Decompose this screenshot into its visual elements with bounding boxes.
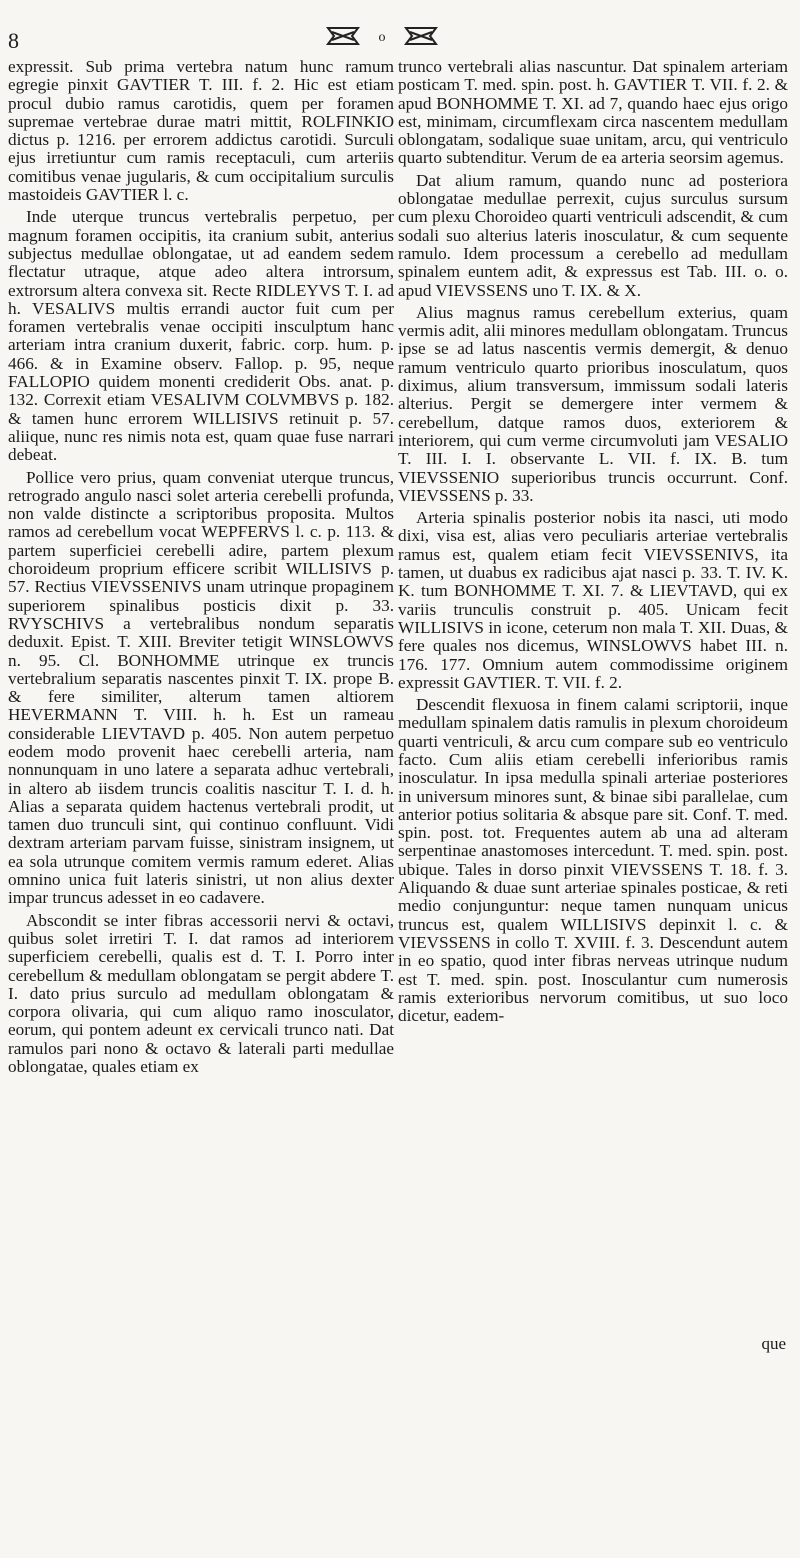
paragraph: Alius magnus ramus cerebellum exterius, quam vermis adit, alii minores medullam oblongatam. Truncus ipse se ad latus nascentis vermis demergit, & denuo ramum ventriculo quarto prioribus inosculatum, quos diximus, alium transversum, immissum sodali lateris alterius. Pergit se demergere inter vermem & cerebellum, datque ramos duos, exteriorem & interiorem, qui cum verme circumvoluti jam VESALIO T. III. I. I. observante L. VII. f. IX. B. tum VIEVSSENIO superioribus truncis occurrunt. Conf. VIEVSSENS p. 33. [398, 302, 788, 505]
ornament-center-glyph: o [378, 30, 386, 45]
paragraph: Abscondit se inter fibras accessorii nervi & octavi, quibus solet irretiri T. I. dat ramos ad interiorem superficiem cerebelli, qualis est d. T. I. Porro inter cerebellum & medullam oblongatam se pergit abdere T. I. dato prius surculo ad medullam oblongatam & corpora olivaria, qui cum aliquo ramo inosculator, eorum, qui pontem adeunt ex cervicali trunco nati. Dat ramulos pari nono & octavo & laterali parti medullae oblongatae, quales etiam ex [8, 910, 394, 1077]
paragraph: Inde uterque truncus vertebralis perpetuo, per magnum foramen occipitis, ita cranium subit, anterius subjectus medullae oblongatae, ut ad eandem sedem flectatur utraque, atque adeo altera introrsum, extrorsum altera convexa sit. Recte RIDLEYVS T. I. ad h. VESALIVS multis errandi auctor fuit cum per foramen vertebralis venae occipiti insculptum hanc arteriam intra cranium duxerit, fabric. corp. hum. p. 466. & in Examine observ. Fallop. p. 95, neque FALLOPIO quidem monenti crediderit Obs. anat. p. 132. Correxit etiam VESALIVM COLVMBVS p. 182. & tamen hunc errorem WILLISIVS retinuit p. 57. aliique, nunc res nimis nota est, quam quae fuse narrari debeat. [8, 207, 394, 465]
paragraph: Dat alium ramum, quando nunc ad posteriora oblongatae medullae perrexit, cujus surculus sursum cum plexu Choroideo quarti ventriculi adscendit, & cum sodali suo alterius lateris inosculatur, & cum sequente ramulo. Idem processum a cerebello ad medullam spinalem euntem adit, & expressus est Tab. III. o. o. apud VIEVSSENS uno T. IX. & X. [398, 170, 788, 300]
paragraph: Descendit flexuosa in finem calami scriptorii, inque medullam spinalem datis ramulis in plexum choroideum quarti ventriculi, & arcu cum compare sub eo ventriculo facto. Cum aliis etiam cerebelli inferioribus ramis inosculatur. In ipsa medulla spinali arteriae posteriores in universum minores sunt, & binae sibi parallelae, cum anterior potius solitaria & absque pare sit. Conf. T. med. spin. post. tot. Frequentes autem ab una ad alteram serpentinae anastomoses intercedunt. T. med. spin. post. ubique. Tales in dorso pinxit VIEVSSENS T. 18. f. 3. Aliquando & duae sunt arteriae spinales posticae, & reti medio conjunguntur: neque tamen nunquam unicus truncus est, qualem WILLISIVS depinxit l. c. & VIEVSSENS in collo T. XVIII. f. 3. Descendunt autem in eo spatio, quod inter fibras nerveas utrinque nudum est T. med. spin. post. Inosculantur cum numerosis ramis exterioribus nervorum comitibus, ut suo loco dicetur, eadem- [398, 695, 788, 1026]
right-column [398, 58, 788, 1029]
page-header [0, 16, 800, 52]
paragraph: trunco vertebrali alias nascuntur. Dat spinalem arteriam posticam T. med. spin. post. h. GAVTIER T. VII. f. 2. & apud BONHOMME T. XI. ad 7, quando haec ejus origo est, minimam, circumflexam circa nascentem medullam oblongatam, sodalique suae unitam, arcu, qui ventriculo quarto subtenditur. Verum de ea arteria seorsim agemus. [398, 57, 788, 168]
left-column [8, 58, 394, 1080]
paragraph: Arteria spinalis posterior nobis ita nasci, uti modo dixi, visa est, alias vero peculiaris arteriae vertebralis ramus est, qualem etiam fecit VIEVSSENIVS, ita tamen, ut duabus ex radicibus ajat nasci p. 33. T. IV. K. K. tum BONHOMME T. XI. 7. & LIEVTAVD, qui ex variis trunculis construit p. 405. Unicam fecit WILLISIVS in icone, ceterum non mala T. XII. Duas, & fere quales nos dicemus, WINSLOWVS habet III. n. 176. 177. Omnium autem commodissime originem expressit GAVTIER. T. VII. f. 2. [398, 508, 788, 692]
paragraph: expressit. Sub prima vertebra natum hunc ramum egregie pinxit GAVTIER T. III. f. 2. Hic est etiam procul dubio ramus carotidis, quem per foramen supremae vertebrae durae matri mittit, ROLFINKIO dictus p. 1216. per errorem addictus carotidi. Surculi ejus irretiuntur cum ramis receptaculi, cum arteriis comitibus venae jugularis, & cum occipitalium surculis mastoideis GAVTIER l. c. [8, 57, 394, 205]
page-number: 8 [8, 28, 19, 53]
headpiece-ornament [322, 22, 442, 50]
catchword: que [761, 1334, 786, 1353]
paragraph: Pollice vero prius, quam conveniat uterque truncus, retrogrado angulo nasci solet arteria cerebelli profunda, non valde distincte a scriptoribus proposita. Multos ramos ad cerebellum vocat WEPFERVS l. c. p. 113. & partem superficiei cerebelli adire, partem plexum choroideum proprium efficere scribit WILLISIVS p. 57. Rectius VIEVSSENIVS unam utrinque propaginem superiorem spinalibus posticis dixit p. 33. RVYSCHIVS a vertebralibus nondum separatis deduxit. Epist. T. XIII. Breviter tetigit WINSLOWVS n. 95. Cl. BONHOMME utrinque ex truncis vertebralium separatis nascentes pinxit T. IX. prope B. & fere similiter, alterum tamen altiorem HEVERMANN T. VIII. h. h. Est un rameau considerable LIEVTAVD p. 405. Non autem perpetuo eodem modo provenit haec cerebelli arteria, nam nonnunquam in uno latere a separata adhuc vertebrali, in altero ab iisdem truncis coalitis nascitur T. I. d. h. Alias a separata quidem hactenus vertebrali prodit, ut tamen duo trunculi sint, qui continuo confluunt. Vidi dextram arteriam parvam fuisse, sinistram insignem, ut ea sola utrunque comitem vermis ramum ederet. Alias omnino unica fuit lateris sinistri, ut non alius dexter impar truncus adesset in eo cadavere. [8, 467, 394, 908]
